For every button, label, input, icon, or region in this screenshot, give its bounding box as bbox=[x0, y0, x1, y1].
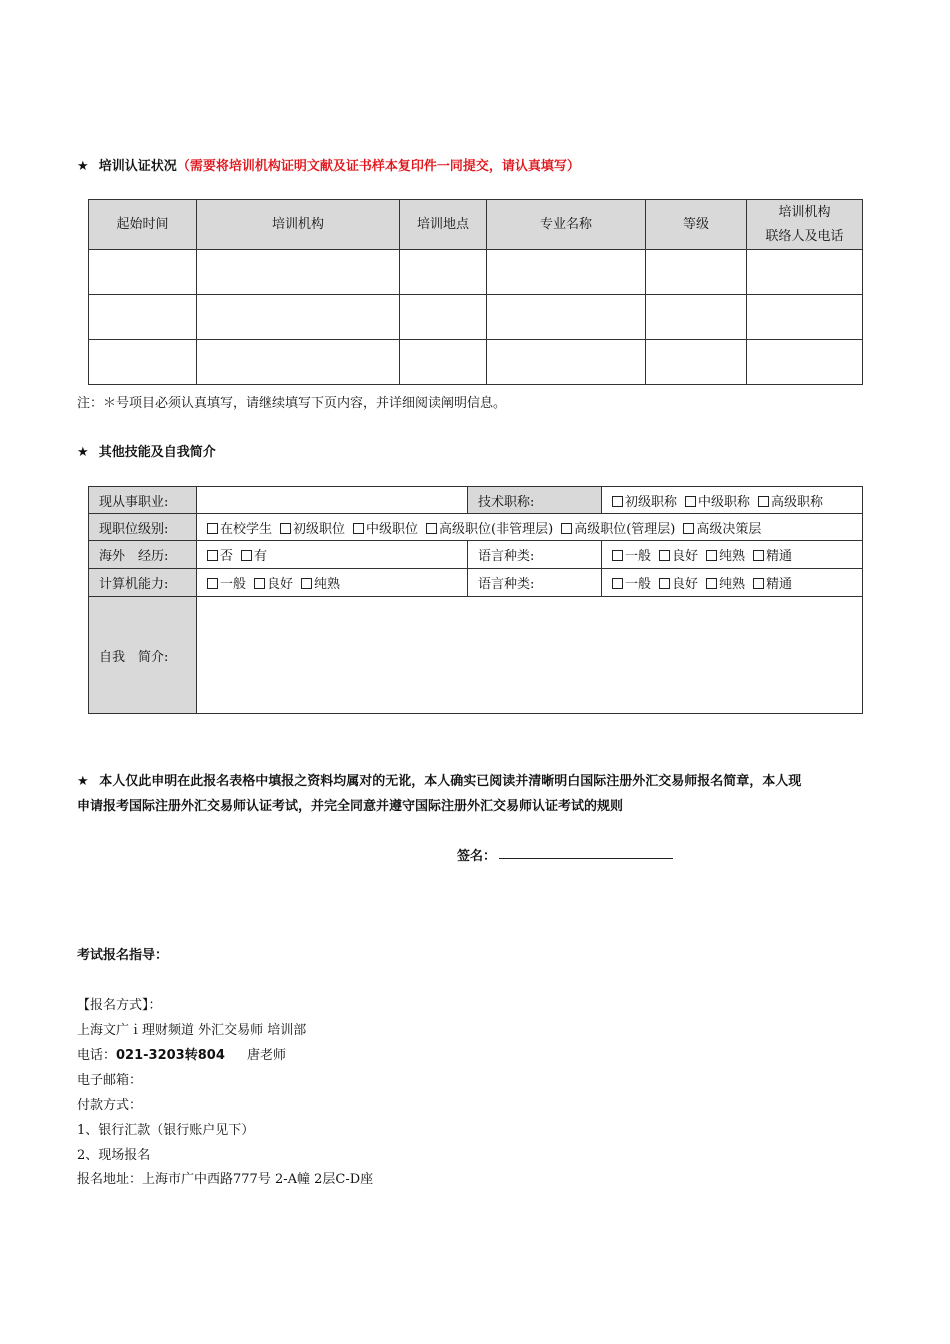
training-header-row bbox=[89, 200, 863, 250]
checkbox-option[interactable]: 精通 bbox=[753, 545, 792, 564]
checkbox-icon bbox=[207, 523, 218, 534]
input-cell[interactable] bbox=[747, 250, 863, 295]
input-cell[interactable] bbox=[747, 295, 863, 340]
phone-label: 电话： bbox=[77, 1048, 117, 1063]
checkbox-icon bbox=[706, 578, 717, 589]
input-cell[interactable] bbox=[747, 340, 863, 385]
checkbox-option[interactable]: 纯熟 bbox=[706, 545, 745, 564]
checkbox-option[interactable]: 高级职位(管理层) bbox=[561, 518, 675, 537]
checkbox-option[interactable]: 初级职位 bbox=[280, 518, 345, 537]
tech-title-options bbox=[601, 486, 863, 514]
checkbox-icon bbox=[561, 523, 572, 534]
skills-title: 其他技能及自我简介 bbox=[98, 445, 216, 460]
checkbox-option[interactable]: 高级职称 bbox=[758, 491, 823, 510]
checkbox-option[interactable]: 良好 bbox=[254, 573, 293, 592]
overseas-label: 海外 经历: bbox=[88, 540, 197, 569]
guide-address: 报名地址：上海市广中西路777号 2-A幢 2层C-D座 bbox=[77, 1172, 374, 1187]
guide-method-title: 【报名方式】： bbox=[77, 998, 162, 1013]
input-cell[interactable] bbox=[646, 250, 747, 295]
current-job-label: 现从事职业: bbox=[88, 486, 197, 514]
training-footnote: 注：＊号项目必须认真填写，请继续填写下页内容，并详细阅读阐明信息。 bbox=[77, 396, 507, 411]
contact-name: 唐老师 bbox=[247, 1048, 287, 1063]
checkbox-option[interactable]: 中级职称 bbox=[685, 491, 750, 510]
checkbox-icon bbox=[753, 550, 764, 561]
checkbox-icon bbox=[254, 578, 265, 589]
declaration-line-2: 申请报考国际注册外汇交易师认证考试，并完全同意并遵守国际注册外汇交易师认证考试的规则 bbox=[77, 799, 624, 814]
header-contact bbox=[747, 200, 863, 250]
checkbox-icon bbox=[207, 550, 218, 561]
language-label-2: 语言种类: bbox=[467, 568, 602, 597]
guide-payment-2: 2、现场报名 bbox=[77, 1148, 151, 1163]
checkbox-option[interactable]: 一般 bbox=[612, 545, 651, 564]
checkbox-option[interactable]: 高级决策层 bbox=[683, 518, 761, 537]
input-cell[interactable] bbox=[487, 295, 646, 340]
current-job-input[interactable] bbox=[196, 486, 468, 514]
star-icon: ★ bbox=[77, 159, 89, 174]
signature-label: 签名： bbox=[457, 849, 497, 864]
checkbox-option[interactable]: 精通 bbox=[753, 573, 792, 592]
guide-org: 上海文广ｉ理财频道 外汇交易师 培训部 bbox=[77, 1023, 307, 1038]
computer-label: 计算机能力: bbox=[88, 568, 197, 597]
header-level: 等级 bbox=[646, 200, 747, 250]
skills-heading bbox=[77, 441, 216, 460]
checkbox-icon bbox=[706, 550, 717, 561]
table-row bbox=[89, 250, 863, 295]
signature-line[interactable] bbox=[499, 858, 673, 859]
checkbox-option[interactable]: 否 bbox=[207, 545, 233, 564]
input-cell[interactable] bbox=[646, 295, 747, 340]
checkbox-icon bbox=[280, 523, 291, 534]
checkbox-icon bbox=[659, 578, 670, 589]
header-institution: 培训机构 bbox=[197, 200, 400, 250]
checkbox-option[interactable]: 初级职称 bbox=[612, 491, 677, 510]
checkbox-option[interactable]: 一般 bbox=[612, 573, 651, 592]
language-options-2 bbox=[601, 568, 863, 597]
checkbox-option[interactable]: 有 bbox=[241, 545, 267, 564]
checkbox-icon bbox=[612, 550, 623, 561]
checkbox-option[interactable]: 良好 bbox=[659, 545, 698, 564]
declaration-text-1: 本人仅此申明在此报名表格中填报之资料均属对的无讹，本人确实已阅读并清晰明白国际注册外汇交易师报名简章，本人现 bbox=[99, 774, 802, 789]
input-cell[interactable] bbox=[89, 340, 197, 385]
checkbox-icon bbox=[758, 496, 769, 507]
input-cell[interactable] bbox=[197, 250, 400, 295]
input-cell[interactable] bbox=[487, 250, 646, 295]
header-major: 专业名称 bbox=[487, 200, 646, 250]
skills-table bbox=[88, 486, 864, 715]
language-label-1: 语言种类: bbox=[467, 540, 602, 569]
table-row bbox=[89, 295, 863, 340]
checkbox-icon bbox=[753, 578, 764, 589]
language-options-1 bbox=[601, 540, 863, 569]
input-cell[interactable] bbox=[400, 295, 487, 340]
guide-title: 考试报名指导： bbox=[77, 948, 169, 963]
input-cell[interactable] bbox=[400, 340, 487, 385]
checkbox-option[interactable]: 纯熟 bbox=[301, 573, 340, 592]
input-cell[interactable] bbox=[400, 250, 487, 295]
position-level-options bbox=[196, 513, 863, 541]
phone-value: 021-3203转804 bbox=[116, 1048, 225, 1063]
checkbox-icon bbox=[426, 523, 437, 534]
computer-options bbox=[196, 568, 468, 597]
star-icon: ★ bbox=[77, 774, 89, 789]
input-cell[interactable] bbox=[197, 340, 400, 385]
input-cell[interactable] bbox=[197, 295, 400, 340]
overseas-options bbox=[196, 540, 468, 569]
checkbox-icon bbox=[685, 496, 696, 507]
self-intro-input[interactable] bbox=[196, 596, 863, 714]
training-heading bbox=[77, 155, 580, 174]
self-intro-label: 自我 简介: bbox=[88, 596, 197, 714]
checkbox-icon bbox=[353, 523, 364, 534]
checkbox-icon bbox=[301, 578, 312, 589]
input-cell[interactable] bbox=[89, 250, 197, 295]
checkbox-option[interactable]: 在校学生 bbox=[207, 518, 272, 537]
guide-payment-1: 1、银行汇款（银行账户见下） bbox=[77, 1123, 255, 1138]
checkbox-icon bbox=[612, 496, 623, 507]
checkbox-icon bbox=[241, 550, 252, 561]
checkbox-icon bbox=[683, 523, 694, 534]
input-cell[interactable] bbox=[646, 340, 747, 385]
header-start-time: 起始时间 bbox=[89, 200, 197, 250]
header-contact-line1: 培训机构 bbox=[778, 204, 831, 220]
checkbox-icon bbox=[659, 550, 670, 561]
guide-email-label: 电子邮箱： bbox=[77, 1073, 143, 1088]
checkbox-option[interactable]: 高级职位(非管理层) bbox=[426, 518, 553, 537]
guide-phone-line bbox=[77, 1044, 286, 1063]
star-icon: ★ bbox=[77, 445, 89, 460]
checkbox-option[interactable]: 中级职位 bbox=[353, 518, 418, 537]
header-contact-line2: 联络人及电话 bbox=[765, 228, 844, 244]
checkbox-option[interactable]: 纯熟 bbox=[706, 573, 745, 592]
table-row bbox=[89, 340, 863, 385]
training-title: 培训认证状况 bbox=[98, 159, 177, 174]
training-table bbox=[88, 199, 863, 385]
input-cell[interactable] bbox=[487, 340, 646, 385]
checkbox-icon bbox=[207, 578, 218, 589]
tech-title-label: 技术职称: bbox=[467, 486, 602, 514]
checkbox-option[interactable]: 一般 bbox=[207, 573, 246, 592]
checkbox-option[interactable]: 良好 bbox=[659, 573, 698, 592]
header-location: 培训地点 bbox=[400, 200, 487, 250]
guide-payment-label: 付款方式： bbox=[77, 1098, 143, 1113]
training-note: （需要将培训机构证明文献及证书样本复印件一同提交，请认真填写） bbox=[176, 159, 580, 174]
position-level-label: 现职位级别: bbox=[88, 513, 197, 541]
input-cell[interactable] bbox=[89, 295, 197, 340]
declaration-line-1 bbox=[77, 770, 801, 789]
checkbox-icon bbox=[612, 578, 623, 589]
